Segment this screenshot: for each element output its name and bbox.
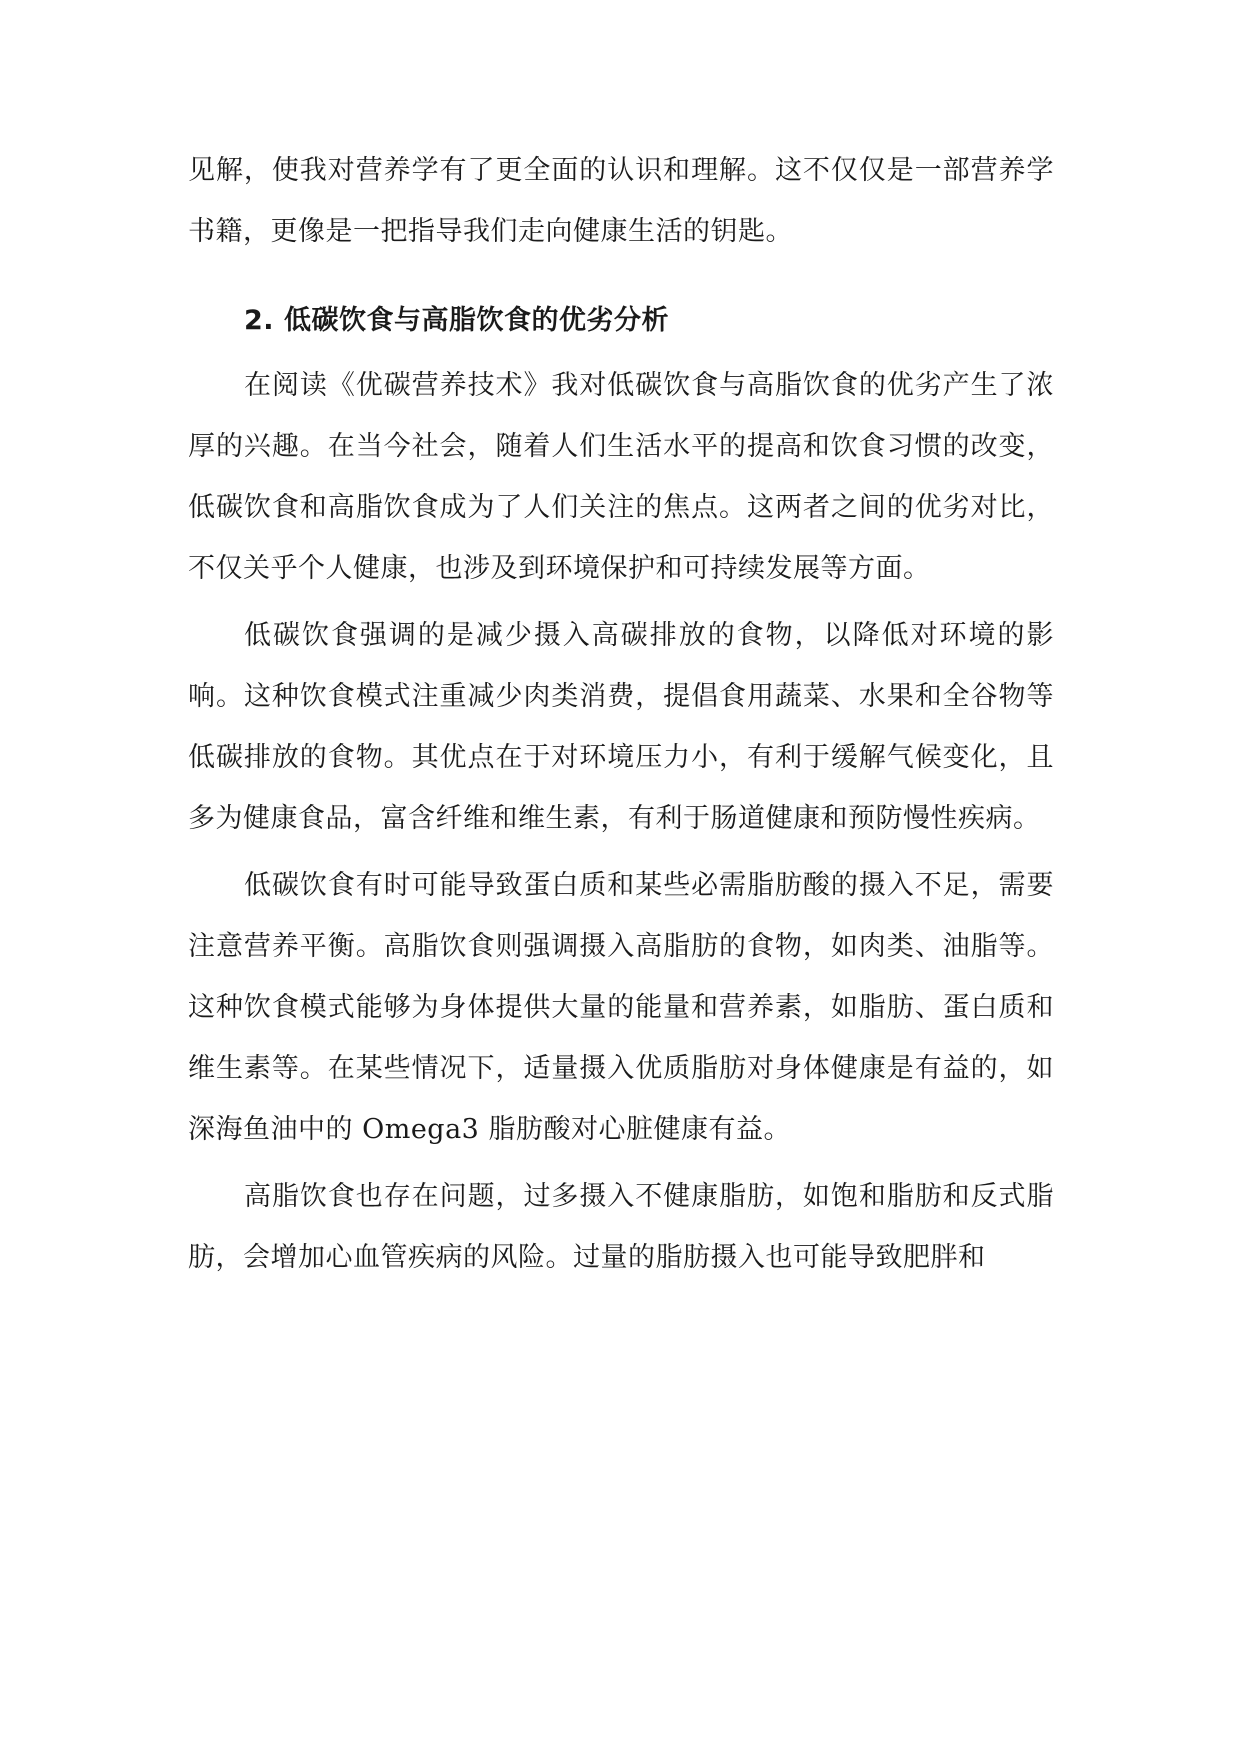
paragraph-intro-continuation: 见解，使我对营养学有了更全面的认识和理解。这不仅仅是一部营养学书籍，更像是一把指导我们走向健康生活的钥匙。 bbox=[188, 155, 1054, 247]
section-heading: 2. 低碳饮食与高脂饮食的优劣分析 bbox=[244, 305, 669, 336]
paragraph-low-carbon-diet: 低碳饮食强调的是减少摄入高碳排放的食物，以降低对环境的影响。这种饮食模式注重减少肉类消费，提倡食用蔬菜、水果和全谷物等低碳排放的食物。其优点在于对环境压力小，有利于缓解气候变化，且多为健康食品，富含纤维和维生素，有利于肠道健康和预防慢性疾病。 bbox=[188, 620, 1054, 834]
paragraph-high-fat-risks: 高脂饮食也存在问题，过多摄入不健康脂肪，如饱和脂肪和反式脂肪，会增加心血管疾病的风险。过量的脂肪摄入也可能导致肥胖和 bbox=[188, 1181, 1054, 1273]
paragraph-high-fat-diet: 低碳饮食有时可能导致蛋白质和某些必需脂肪酸的摄入不足，需要注意营养平衡。高脂饮食则强调摄入高脂肪的食物，如肉类、油脂等。这种饮食模式能够为身体提供大量的能量和营养素，如脂肪、蛋白质和维生素等。在某些情况下，适量摄入优质脂肪对身体健康是有益的，如深海鱼油中的 Omega3 脂肪酸对心脏健康有益。 bbox=[188, 870, 1054, 1145]
paragraph-reading-interest: 在阅读《优碳营养技术》我对低碳饮食与高脂饮食的优劣产生了浓厚的兴趣。在当今社会，随着人们生活水平的提高和饮食习惯的改变，低碳饮食和高脂饮食成为了人们关注的焦点。这两者之间的优劣对比，不仅关乎个人健康，也涉及到环境保护和可持续发展等方面。 bbox=[188, 370, 1054, 584]
document-body bbox=[188, 140, 1054, 1288]
